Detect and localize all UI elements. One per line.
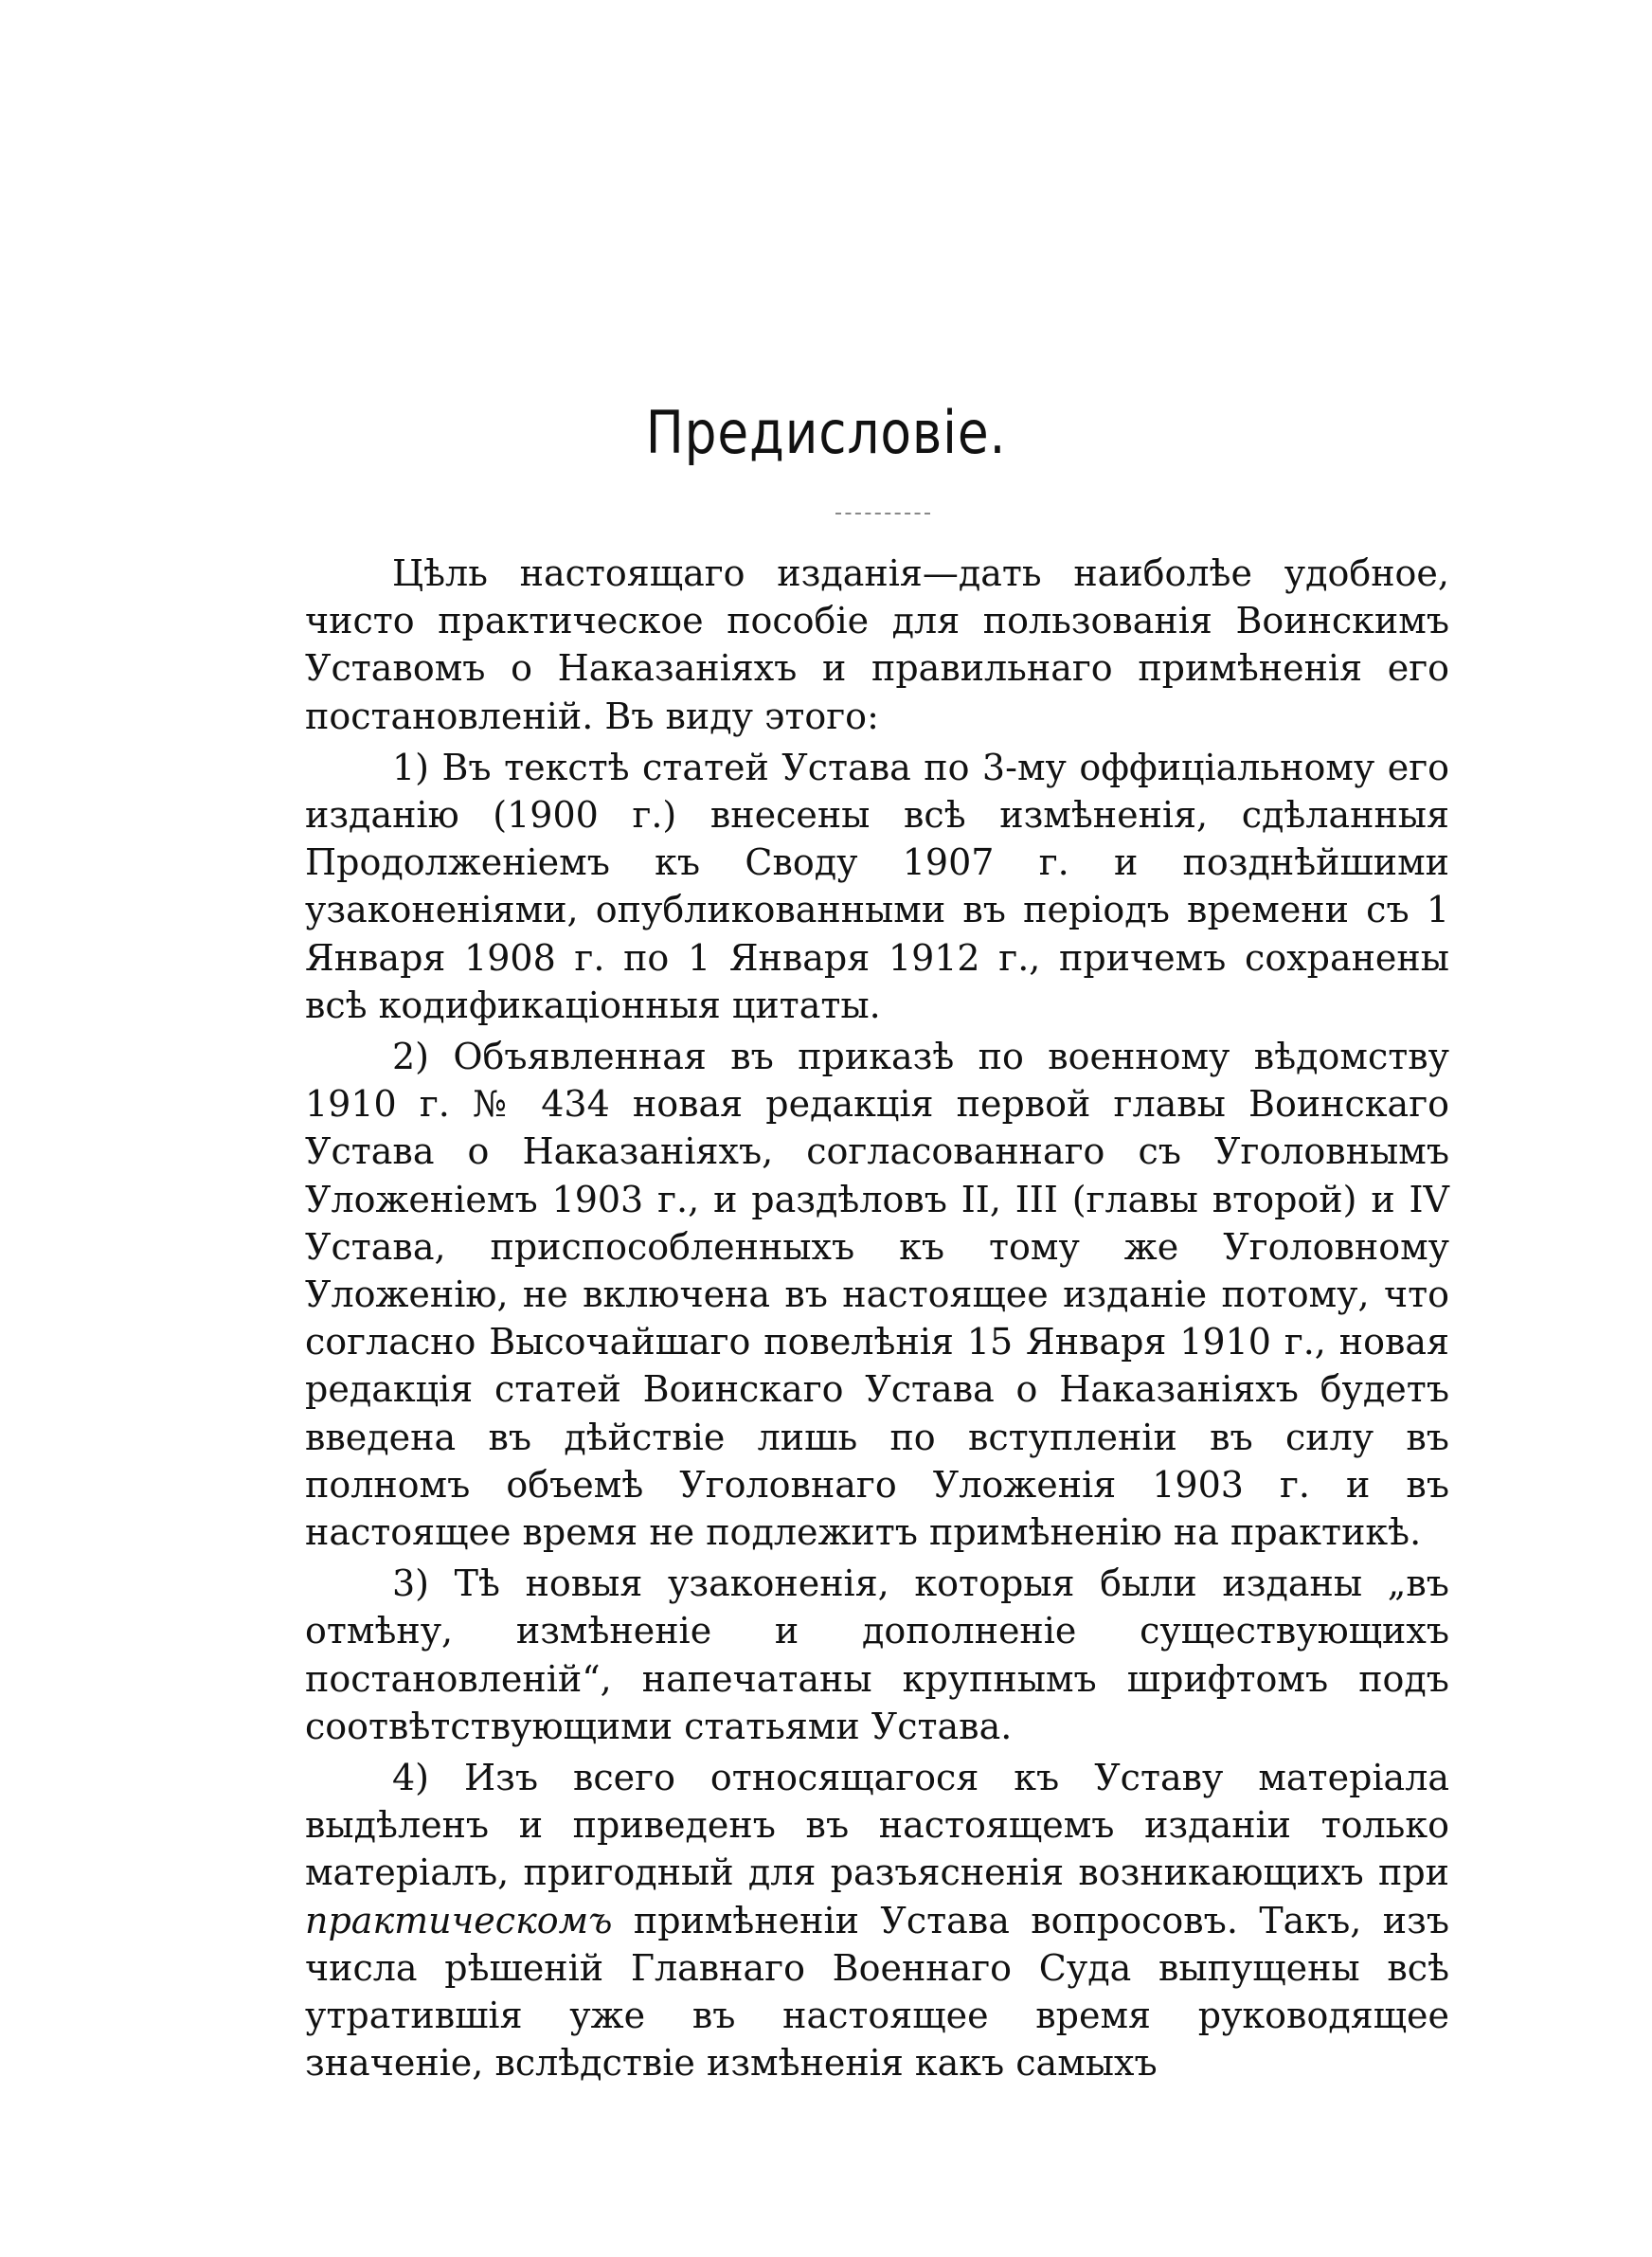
item-4-text-start: 4) Изъ всего относящагося къ Уставу матеріала выдѣленъ и приведенъ въ настоящемъ изданіи только матеріалъ, пригодный для разъясненія возникающихъ при bbox=[305, 1757, 1449, 1894]
document-body bbox=[305, 550, 1449, 2091]
item-4-emphasis: практическомъ bbox=[305, 1899, 613, 1941]
paragraph-item-2: 2) Объявленная въ приказѣ по военному вѣдомству 1910 г. № 434 новая редакція первой главы Воинскаго Устава о Наказаніяхъ, согласованнаго съ Уголовнымъ Уложеніемъ 1903 г., и раздѣловъ II, III (главы второй) и IV Устава, приспособленныхъ къ тому же Уголовному Уложенію, не включена въ настоящее изданіе потому, что согласно Высочайшаго повелѣнія 15 Января 1910 г., новая редакція статей Воинскаго Устава о Наказаніяхъ будетъ введена въ дѣйствіе лишь по вступленіи въ силу въ полномъ объемѣ Уголовнаго Уложенія 1903 г. и въ настоящее время не подлежитъ примѣненію на практикѣ. bbox=[305, 1036, 1449, 1554]
paragraph-item-4 bbox=[305, 1754, 1449, 2086]
paragraph-item-1: 1) Въ текстѣ статей Устава по 3-му оффиціальному его изданію (1900 г.) внесены всѣ измѣненія, сдѣланныя Продолженіемъ къ Своду 1907 г. и позднѣйшими узаконеніями, опубликованными въ періодъ времени съ 1 Января 1908 г. по 1 Января 1912 г., причемъ сохранены всѣ кодификаціонныя цитаты. bbox=[305, 746, 1449, 1026]
intro-paragraph: Цѣль настоящаго изданія—дать наиболѣе удобное, чисто практическое пособіе для пользованія Воинскимъ Уставомъ о Наказаніяхъ и правильнаго примѣненія его постановленій. Въ виду этого: bbox=[305, 552, 1449, 737]
page-title: Предисловіе. bbox=[645, 398, 1007, 467]
item-4-text-end: примѣненіи Устава вопросовъ. Такъ, изъ числа рѣшеній Главнаго Военнаго Суда выпущены всѣ утратившія уже въ настоящее время руководящее значеніе, вслѣдствіе измѣненія какъ самыхъ bbox=[305, 1899, 1449, 2085]
paragraph-item-3: 3) Тѣ новыя узаконенія, которыя были изданы „въ отмѣну, измѣненіе и дополненіе существующихъ постановленій“, напечатаны крупнымъ шрифтомъ подъ соотвѣтствующими статьями Устава. bbox=[305, 1562, 1449, 1747]
title-ornament bbox=[835, 513, 930, 515]
